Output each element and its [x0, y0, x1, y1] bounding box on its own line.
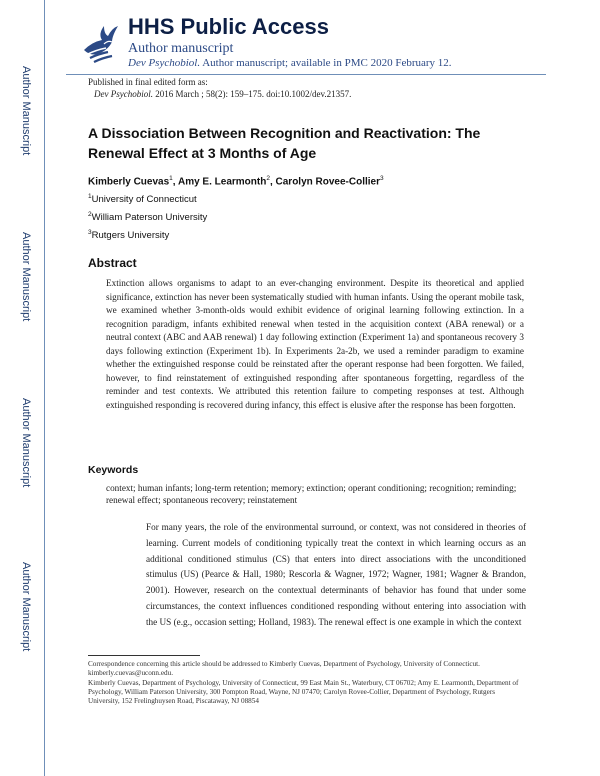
hhs-public-access-title: HHS Public Access — [128, 14, 329, 39]
side-label-author-manuscript-1: Author Manuscript — [20, 66, 32, 156]
author-name: Amy E. Learmonth — [177, 176, 267, 188]
correspondence-footnote: Correspondence concerning this article should be addressed to Kimberly Cuevas, Department of Psychology, University of Connecticut. kimberly.cuevas@uconn.edu. — [88, 660, 480, 678]
side-label-author-manuscript-2: Author Manuscript — [20, 232, 32, 322]
left-margin-rule — [44, 0, 45, 776]
footnote-rule — [88, 655, 200, 656]
affiliation-mark: 1 — [88, 193, 92, 200]
keywords-heading: Keywords — [88, 464, 139, 476]
author-name: Kimberly Cuevas — [88, 176, 170, 188]
affiliation-name: University of Connecticut — [91, 194, 197, 206]
abstract-heading: Abstract — [88, 256, 137, 270]
affiliation-name: William Paterson University — [91, 212, 208, 224]
availability-text: Author manuscript; available in PMC 2020 February 12. — [200, 57, 452, 69]
affiliation-name: Rutgers University — [91, 230, 170, 242]
affiliation-mark: 2 — [88, 211, 92, 218]
author-affiliation-mark: 2 — [266, 175, 270, 182]
availability-line — [128, 57, 452, 69]
author-addresses-footnote: Kimberly Cuevas, Department of Psychology, University of Connecticut, 99 East Main St., Waterbury, CT 06702; Amy E. Learmonth, Department of Psychology, William Paterson University, 300 Pompton Road, Wayne, NJ 07470; Carolyn Rovee-Collier, Department of Psychology, Rutgers University, 152 Frelinghuysen Road, Piscataway, NJ 08854 — [88, 679, 519, 706]
citation-line — [94, 89, 351, 99]
hhs-eagle-logo-icon — [78, 20, 122, 66]
affiliation — [88, 229, 169, 241]
author-affiliation-mark: 1 — [169, 175, 173, 182]
body-paragraph: For many years, the role of the environmental surround, or context, was not considered in theories of learning. Current models of conditioning typically treat the context in which learning occurs as an additional conditioned stimulus (CS) that enters into direct associations with the unconditioned stimulus (US) (Pearce & Hall, 1980; Rescorla & Wagner, 1972; Wagner, 1981; Wagner & Brandon, 2001). However, research on the contextual determinants of behavior has found that under some circumstances, the context influences conditioned responding without entering into association with the US (e.g., occasion setting; Holland, 1983). The renewal effect is one example in which the context — [146, 522, 526, 627]
author-manuscript-label: Author manuscript — [128, 41, 234, 56]
affiliation — [88, 211, 207, 223]
citation-details: 2016 March ; 58(2): 159–175. doi:10.1002/dev.21357. — [152, 89, 352, 99]
author-name: Carolyn Rovee-Collier — [275, 176, 380, 188]
side-label-author-manuscript-4: Author Manuscript — [20, 562, 32, 652]
availability-journal: Dev Psychobiol. — [128, 57, 201, 69]
abstract-text: Extinction allows organisms to adapt to an ever-changing environment. Despite its theoretical and applied significance, extinction has never been systematically studied with human infants. Using the operant mobile task, we examined whether 3-month-olds would exhibit evidence of original learning following extinction. In a recognition paradigm, infants exhibited renewal when tested in the acquisition context (ABA renewal) or a neutral context (ABC and AAB renewal) 1 day following extinction (Experiment 1a) and spontaneous recovery 3 days following extinction (Experiment 1b). In Experiments 2a-2b, we used a reminder paradigm to examine whether the extinguished response could be reinstated after the operant response had been forgotten. We failed, however, to find reinstatement of extinguished responding after spontaneous forgetting, regardless of the reminder and test contexts. We attributed this retention failure to competing responses at test. Although extinguished responding is recovered during infancy, this effect is elusive after the response has been forgotten. — [106, 278, 524, 410]
author-list: Kimberly Cuevas$^1$, Amy E. Learmonth$^2$, Carolyn Rovee-Collier$^3$ — [88, 175, 384, 188]
affiliation — [88, 193, 197, 205]
author-affiliation-mark: 3 — [380, 175, 384, 182]
citation-journal: Dev Psychobiol. — [94, 89, 153, 99]
article-title: A Dissociation Between Recognition and Reactivation: The Renewal Effect at 3 Months of Age — [88, 125, 481, 161]
affiliation-mark: 3 — [88, 229, 92, 236]
keywords-text: context; human infants; long-term retention; memory; extinction; operant conditioning; recognition; reminding; renewal effect; spontaneous recovery; reinstatement — [106, 483, 517, 505]
published-label: Published in final edited form as: — [88, 77, 208, 87]
side-label-author-manuscript-3: Author Manuscript — [20, 398, 32, 488]
header-rule — [66, 74, 546, 75]
